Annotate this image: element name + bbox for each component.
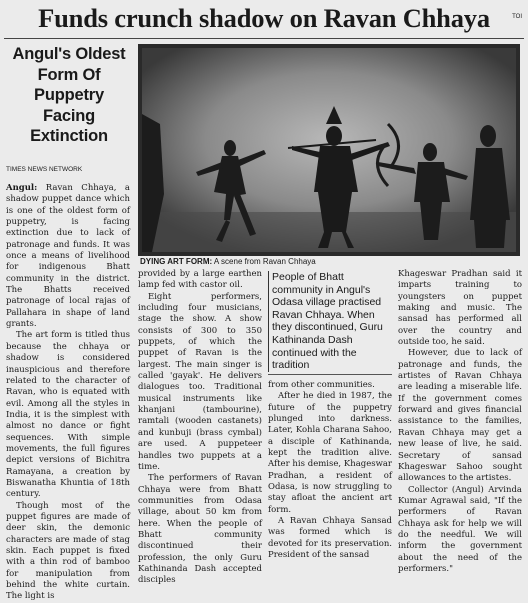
source-tag: TOI [512,14,522,20]
photo-caption [140,257,316,266]
deck-heading: Angul's Oldest Form Of Puppetry Facing Extinction [12,45,126,145]
article-column-1 [6,183,130,603]
paragraph: Though most of the puppet figures are made of deer skin, the demonic characters are made of stag skin. Each puppet is fixed with a thin rod of bamboo for manipulation from behind the white curtain. The light is [6,500,130,602]
pull-quote: People of Bhatt community in Angul's Odasa village practised Ravan Chhaya. When they discontinued, Guru Kathinanda Dash continued with the tradition [268,271,396,372]
paragraph: After he died in 1987, the future of the puppetry plunged into darkness. Later, Kohla Charana Sahoo, a disciple of Kathinanda, kept the tradition alive. After his demise, Khageswar Pradhan, a resident of Odasa, is now struggling to stay afloat the ancient art form. [268,391,392,515]
article-photo [138,44,520,256]
paragraph: However, due to lack of patronage and funds, the artistes of Ravan Chhaya are leading a miserable life. If the government comes forward and gives financial assistance to the families, Ravan Chhaya may get a new lease of live, he said. Secretary of sansad Khageswar Sahoo sought allowances to the artistes. [398,348,522,484]
byline: TIMES NEWS NETWORK [6,166,83,173]
paragraph: The art form is titled thus because the chhaya or shadow is considered inauspicious and therefore related to the character of Ravan, who is equated with evil. Among all the styles in India, it is the simplest with almost no dance or fight sequences. With simple movements, the full figures depict versions of Bichitra Ramayana, a creation by Biswanatha Khuntia of 18th century. [6,330,130,500]
paragraph: provided by a large earthen lamp fed with castor oil. [138,269,262,291]
paragraph: Khageswar Pradhan said it imparts training to youngsters on puppet making and music. The sansad has performed all over the country and outside too, he said. [398,269,522,348]
article-column-4 [398,269,522,575]
paragraph: A Ravan Chhaya Sansad was formed which is devoted for its preservation. President of the sansad [268,516,392,561]
paragraph: Eight performers, including four musicians, stage the show. A show consists of 300 to 350 puppets, of which the puppet of Ravan is the largest. The main singer is called 'gayak'. He delivers dialogues too. Traditional musical instruments like khanjani (tambourine), ramtali (wooden castanets) and kunbuji (brass cymbal) are used. A puppeteer handles two puppets at a time. [138,291,262,472]
headline-rule [4,38,524,39]
dateline: Angul: [6,183,38,193]
paragraph-text: Ravan Chhaya, a shadow puppet dance which is one of the oldest form of puppetry, is facing extinction due to lack of patronage and funds. It was once a means of livelihood for indigenous Bhatt community in the district. The Bhatts received patronage of local rajas of Pallahara in shape of land grants. [6,183,130,330]
pull-quote-rule [268,374,392,375]
paragraph: from other communities. [268,380,375,390]
paragraph [6,183,130,330]
article-column-3 [268,380,392,562]
caption-text: A scene from Ravan Chhaya [212,257,316,266]
paragraph: Collector (Angul) Arvinda Kumar Agrawal said, "If the performers of Ravan Chhaya ask for help we will do the needful. We will inform the government about the need of the performers." [398,484,522,574]
article-column-2 [138,269,262,587]
headline: Funds crunch shadow on Ravan Chhaya [38,3,490,33]
paragraph: The performers of Ravan Chhaya were from Bhatt communities from Odasa village, about 50 km from here. When the people of Bhatt community discontinued their profession, the only Guru Kathinanda Dash accepted disciples [138,473,262,586]
caption-label: DYING ART FORM: [140,257,213,266]
